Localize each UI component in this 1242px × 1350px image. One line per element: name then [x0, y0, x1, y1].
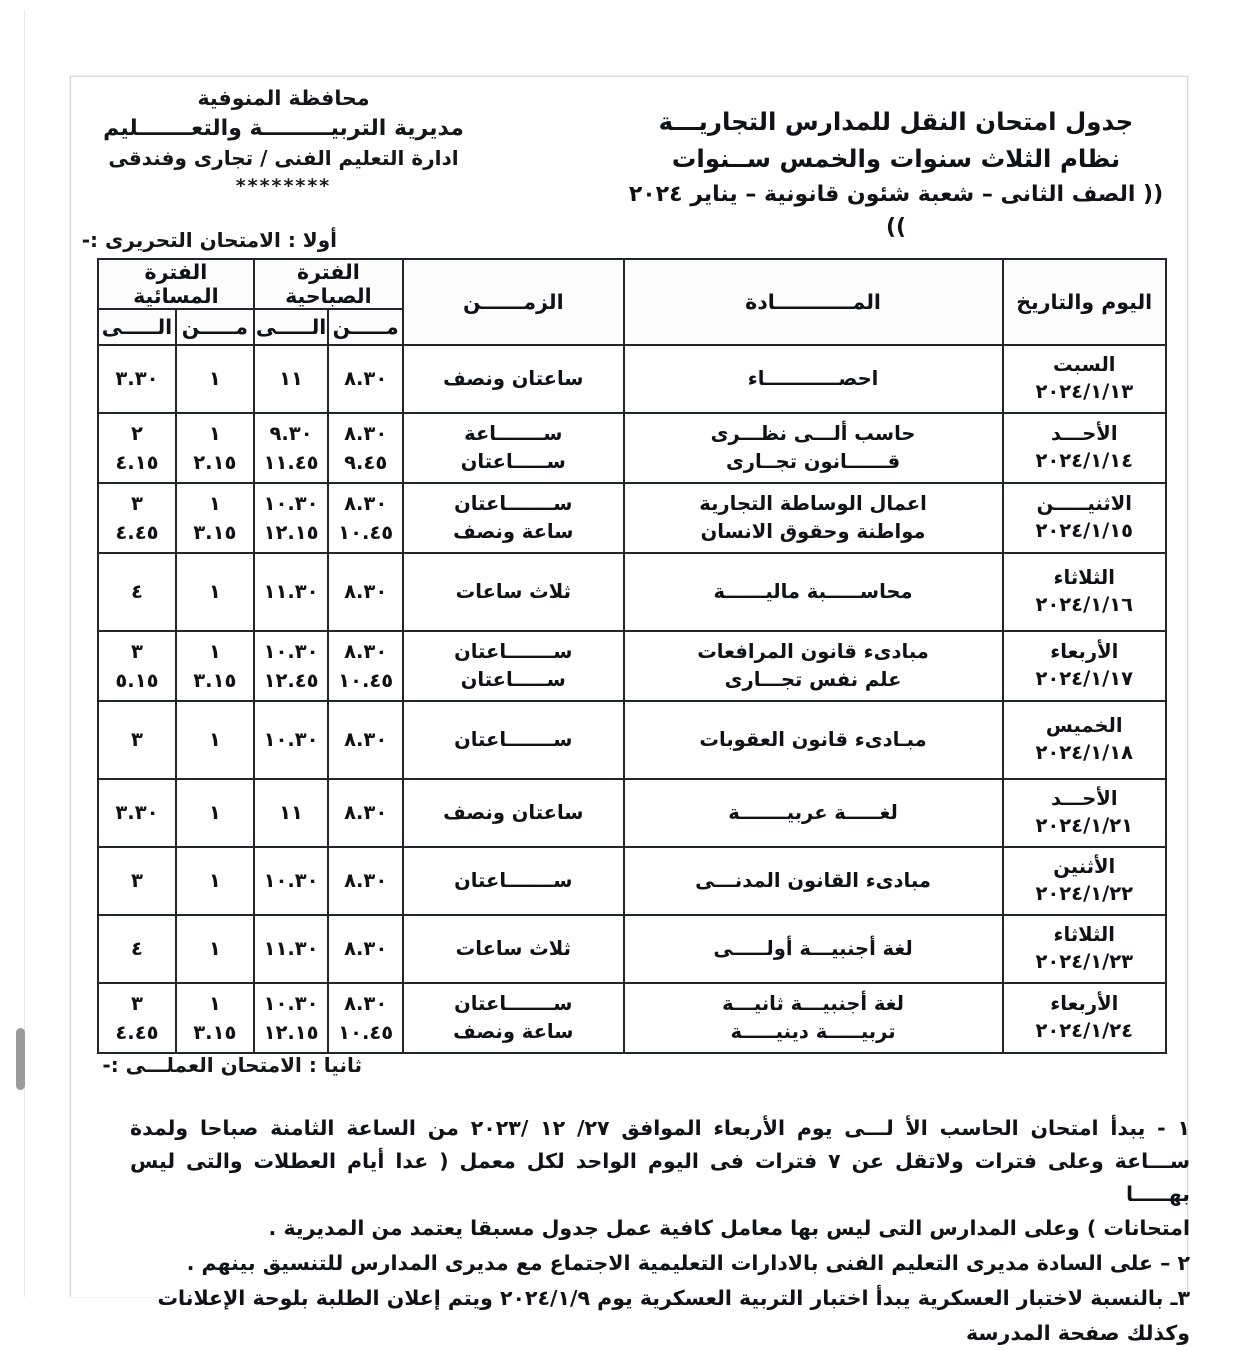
- note-item: [130, 1282, 1190, 1315]
- cell-evening-from-line: ١: [208, 491, 221, 515]
- cell-date: [1003, 701, 1167, 779]
- cell-morning-from: [328, 631, 403, 701]
- cell-morning-to: [254, 847, 329, 915]
- note-clipped-line: وكذلك صفحة المدرسة: [965, 1321, 1190, 1346]
- day-date: ٢٠٢٤/١/١٤: [1035, 449, 1134, 472]
- cell-morning-to-line: ١٠.٣٠: [263, 728, 319, 752]
- cell-evening-from: [176, 413, 254, 483]
- day-date: ٢٠٢٤/١/٢١: [1035, 814, 1134, 837]
- cell-morning-to-line: ١٠.٣٠: [263, 639, 319, 663]
- cell-morning-to-line: ١٢.١٥: [263, 1021, 319, 1044]
- cell-evening-from-line: ١: [208, 580, 221, 604]
- cell-morning-to: [254, 553, 329, 631]
- cell-duration-line: ثلاث ساعات: [455, 936, 571, 960]
- cell-evening-from-line: ١: [208, 869, 221, 893]
- cell-duration: [403, 701, 624, 779]
- note-line: ٢ – على السادة مديرى التعليم الفنى بالادارات التعليمية الاجتماع مع مديرى المدارس للتنسيق بينهم .: [186, 1250, 1190, 1275]
- note-clipped: [130, 1317, 1190, 1346]
- day-name: الخميس: [1045, 714, 1123, 738]
- cell-evening-to: [98, 345, 176, 413]
- cell-morning-from-line: ٩.٤٥: [344, 451, 388, 474]
- cell-evening-from: [176, 915, 254, 983]
- cell-duration-line: ساعتان ونصف: [443, 366, 584, 390]
- cell-subject: [624, 983, 1003, 1053]
- day-name: الثلاثاء: [1053, 923, 1115, 947]
- table-row: [98, 483, 1166, 553]
- cell-subject-line: احصـــــــــــاء: [747, 366, 879, 390]
- table-row: [98, 915, 1166, 983]
- cell-evening-to: [98, 631, 176, 701]
- cell-morning-from-line: ٨.٣٠: [344, 580, 388, 604]
- note-item: [130, 1112, 1190, 1245]
- cell-subject: [624, 701, 1003, 779]
- cell-morning-from: [328, 413, 403, 483]
- cell-morning-to-line: ١٢.١٥: [263, 521, 319, 544]
- scrollbar-thumb[interactable]: [16, 1028, 25, 1090]
- cell-duration: [403, 847, 624, 915]
- cell-evening-from-line: ١: [208, 367, 221, 391]
- cell-morning-from: [328, 915, 403, 983]
- cell-duration: [403, 413, 624, 483]
- cell-evening-from-line: ١: [208, 937, 221, 961]
- cell-morning-from: [328, 483, 403, 553]
- cell-date: [1003, 413, 1167, 483]
- note-item: [130, 1247, 1190, 1280]
- cell-evening-to-line: ٤.٤٥: [115, 521, 159, 544]
- note-line: ٣ـ بالنسبة لاختبار العسكرية يبدأ اختبار التربية العسكرية يوم ٢٠٢٤/١/٩ ويتم إعلان الطلبة بلوحة الإعلانات: [157, 1286, 1190, 1311]
- header-morning-to: الـــــى: [254, 309, 329, 345]
- cell-duration-line: ســـــــاعتان: [454, 727, 573, 751]
- notes-section: [130, 1112, 1191, 1346]
- cell-evening-from-line: ١: [208, 639, 221, 663]
- cell-evening-from: [176, 983, 254, 1053]
- note-line: امتحانات ) وعلى المدارس التى ليس بها معامل كافية عمل جدول مسبقا يعتمد من المديرية .: [268, 1215, 1190, 1240]
- table-row: [98, 553, 1166, 631]
- cell-morning-to-line: ١١.٣٠: [263, 580, 319, 604]
- cell-subject-line: حاسب ألـــى نظـــرى: [710, 421, 916, 445]
- header-evening-from: مـــــن: [176, 309, 254, 345]
- day-date: ٢٠٢٤/١/٢٢: [1035, 882, 1134, 905]
- cell-morning-from: [328, 983, 403, 1053]
- cell-evening-to-line: ٣: [131, 639, 143, 663]
- table-row: [98, 701, 1166, 779]
- cell-duration-line: ساعة ونصف: [453, 520, 574, 543]
- cell-subject: [624, 553, 1003, 631]
- cell-date: [1003, 847, 1167, 915]
- day-name: الأحـــد: [1050, 422, 1118, 446]
- cell-morning-to: [254, 631, 329, 701]
- cell-morning-to-line: ١٠.٣٠: [263, 991, 319, 1015]
- cell-morning-from-line: ٨.٣٠: [344, 421, 388, 445]
- cell-evening-from: [176, 553, 254, 631]
- cell-duration-line: ساعتان ونصف: [443, 800, 584, 824]
- cell-evening-from: [176, 847, 254, 915]
- cell-morning-to-line: ١٢.٤٥: [263, 669, 319, 692]
- cell-date: [1003, 631, 1167, 701]
- cell-evening-from: [176, 483, 254, 553]
- cell-morning-from-line: ٨.٣٠: [344, 728, 388, 752]
- day-date: ٢٠٢٤/١/٢٤: [1035, 1019, 1134, 1042]
- cell-evening-from-line: ٣.١٥: [193, 521, 237, 544]
- cell-subject-line: مواطنة وحقوق الانسان: [700, 520, 926, 543]
- cell-date: [1003, 483, 1167, 553]
- day-name: الأربعاء: [1050, 640, 1119, 664]
- exam-schedule-table-wrapper: [97, 258, 1167, 1054]
- cell-morning-from: [328, 847, 403, 915]
- header-morning-from: مـــــن: [328, 309, 403, 345]
- day-name: الأحـــد: [1050, 787, 1118, 811]
- separator-stars: ********: [235, 174, 332, 197]
- cell-evening-to-line: ٥.١٥: [115, 669, 159, 692]
- cell-evening-to-line: ٤.٤٥: [115, 1021, 159, 1044]
- cell-morning-from-line: ٨.٣٠: [344, 491, 388, 515]
- cell-evening-from-line: ٣.١٥: [193, 1021, 237, 1044]
- cell-morning-to-line: ١٠.٣٠: [263, 869, 319, 893]
- cell-subject-line: لغـــــة عربيـــــــة: [728, 800, 898, 824]
- organization-block: [86, 84, 481, 200]
- day-name: الأربعاء: [1050, 992, 1119, 1016]
- cell-subject: [624, 847, 1003, 915]
- table-header-row-group: [98, 259, 1166, 309]
- cell-morning-from-line: ٨.٣٠: [344, 639, 388, 663]
- cell-morning-from-line: ٨.٣٠: [344, 991, 388, 1015]
- cell-duration: [403, 779, 624, 847]
- cell-morning-from-line: ١٠.٤٥: [338, 521, 394, 544]
- cell-morning-to: [254, 983, 329, 1053]
- header-evening-to: الـــــى: [98, 309, 176, 345]
- cell-evening-from: [176, 779, 254, 847]
- cell-evening-to: [98, 701, 176, 779]
- title-line-3: (( الصف الثانى – شعبة شئون قانونية – يناير ٢٠٢٤ )): [628, 181, 1164, 240]
- title-line-2: نظام الثلاث سنوات والخمس ســنوات: [671, 143, 1121, 173]
- cell-morning-from-line: ٨.٣٠: [344, 869, 388, 893]
- cell-duration-line: ساعة ونصف: [453, 1020, 574, 1043]
- directorate-name: مديرية التربيـــــــــة والتعـــــــليم: [103, 116, 464, 142]
- cell-morning-to-line: ١١.٤٥: [263, 451, 319, 474]
- day-date: ٢٠٢٤/١/٢٣: [1035, 950, 1134, 973]
- day-date: ٢٠٢٤/١/١٣: [1035, 380, 1134, 403]
- cell-evening-from: [176, 345, 254, 413]
- cell-date: [1003, 553, 1167, 631]
- cell-duration-line: ســـــاعتان: [460, 668, 566, 691]
- table-row: [98, 847, 1166, 915]
- cell-morning-from-line: ٨.٣٠: [344, 367, 388, 391]
- day-name: الأثنين: [1053, 855, 1116, 879]
- cell-duration: [403, 631, 624, 701]
- cell-date: [1003, 345, 1167, 413]
- cell-evening-to: [98, 779, 176, 847]
- cell-evening-to: [98, 983, 176, 1053]
- cell-evening-from-line: ١: [208, 991, 221, 1015]
- cell-morning-to-line: ١١.٣٠: [263, 937, 319, 961]
- day-name: الاثنيـــــن: [1036, 492, 1132, 516]
- cell-morning-from-line: ١٠.٤٥: [338, 1021, 394, 1044]
- cell-morning-to-line: ١٠.٣٠: [263, 491, 319, 515]
- cell-subject: [624, 413, 1003, 483]
- cell-morning-to: [254, 345, 329, 413]
- cell-evening-to: [98, 553, 176, 631]
- cell-evening-to: [98, 847, 176, 915]
- cell-morning-to: [254, 779, 329, 847]
- cell-subject-line: مبـادىء قانون العقوبات: [699, 727, 927, 751]
- title-line-1: جدول امتحان النقل للمدارس التجاريـــة: [658, 107, 1134, 136]
- cell-date: [1003, 983, 1167, 1053]
- cell-subject: [624, 483, 1003, 553]
- cell-subject: [624, 779, 1003, 847]
- cell-date: [1003, 915, 1167, 983]
- cell-subject: [624, 345, 1003, 413]
- table-body: [98, 345, 1166, 1053]
- cell-morning-to-line: ٩.٣٠: [269, 421, 313, 445]
- cell-subject-line: مبادىء قانون المرافعات: [697, 639, 929, 663]
- cell-evening-to-line: ٤.١٥: [115, 451, 159, 474]
- cell-evening-to-line: ٤: [131, 937, 143, 961]
- header-date: اليوم والتاريخ: [1003, 259, 1167, 345]
- cell-evening-from-line: ١: [208, 728, 221, 752]
- table-row: [98, 345, 1166, 413]
- cell-evening-from: [176, 701, 254, 779]
- cell-duration-line: ســـــــاعة: [464, 421, 563, 445]
- cell-morning-from: [328, 553, 403, 631]
- cell-duration-line: ثلاث ساعات: [455, 579, 571, 603]
- table-row: [98, 631, 1166, 701]
- cell-duration-line: ســـــاعتان: [460, 450, 566, 473]
- note-line: ســـاعة وعلى فترات ولاتقل عن ٧ فترات فى اليوم الواحد لكل معمل ( عدا أيام العطلات والتى ليس بهـــــا: [130, 1149, 1190, 1207]
- cell-subject: [624, 915, 1003, 983]
- note-line: ١ - يبدأ امتحان الحاسب الأ لـــى يوم الأربعاء الموافق ٢٧/ ١٢ /٢٠٢٣ من الساعة الثامنة صباحا ولمدة: [130, 1116, 1191, 1140]
- cell-duration-line: ســـــــاعتان: [454, 868, 573, 892]
- header-morning-period: الفترة الصباحية: [254, 259, 403, 309]
- cell-evening-from-line: ١: [208, 801, 221, 825]
- day-date: ٢٠٢٤/١/١٧: [1035, 667, 1134, 690]
- cell-morning-to-line: ١١: [279, 801, 303, 825]
- exam-schedule-table: [97, 258, 1167, 1054]
- cell-evening-to-line: ٤: [131, 580, 143, 604]
- cell-evening-from-line: ١: [208, 421, 221, 445]
- day-date: ٢٠٢٤/١/١٨: [1035, 741, 1134, 764]
- document-header: [86, 84, 1176, 244]
- table-row: [98, 413, 1166, 483]
- cell-morning-to-line: ١١: [279, 367, 303, 391]
- cell-duration-line: ســـــــاعتان: [454, 639, 573, 663]
- cell-morning-to: [254, 483, 329, 553]
- cell-subject: [624, 631, 1003, 701]
- day-date: ٢٠٢٤/١/١٥: [1035, 519, 1134, 542]
- cell-morning-from-line: ١٠.٤٥: [338, 669, 394, 692]
- department-name: ادارة التعليم الفنى / تجارى وفندقى: [108, 146, 459, 171]
- cell-subject-line: اعمال الوساطة التجارية: [699, 491, 927, 515]
- cell-subject-line: محاســـــبة ماليــــــة: [713, 579, 913, 603]
- cell-morning-to: [254, 915, 329, 983]
- cell-morning-from: [328, 779, 403, 847]
- header-duration: الزمــــــن: [403, 259, 624, 345]
- header-subject: المـــــــــــادة: [624, 259, 1003, 345]
- table-row: [98, 779, 1166, 847]
- cell-duration: [403, 915, 624, 983]
- written-exam-label: أولا : الامتحان التحريرى :-: [81, 228, 337, 252]
- day-name: السبت: [1053, 353, 1116, 377]
- cell-morning-from-line: ٨.٣٠: [344, 937, 388, 961]
- cell-evening-to-line: ٢: [131, 421, 143, 445]
- page-title: [616, 104, 1176, 244]
- cell-subject-line: تربيـــــة دينيـــــة: [730, 1020, 896, 1043]
- cell-evening-to: [98, 483, 176, 553]
- cell-duration: [403, 345, 624, 413]
- day-date: ٢٠٢٤/١/١٦: [1035, 593, 1134, 616]
- cell-evening-from-line: ٢.١٥: [193, 451, 237, 474]
- table-row: [98, 983, 1166, 1053]
- cell-evening-from: [176, 631, 254, 701]
- governorate-name: محافظة المنوفية: [197, 86, 370, 110]
- cell-duration: [403, 483, 624, 553]
- cell-duration-line: ســـــــاعتان: [454, 491, 573, 515]
- cell-subject-line: قــــــانون تجــارى: [725, 450, 901, 473]
- cell-duration: [403, 553, 624, 631]
- cell-duration: [403, 983, 624, 1053]
- day-name: الثلاثاء: [1053, 566, 1115, 590]
- cell-evening-from-line: ٣.١٥: [193, 669, 237, 692]
- cell-evening-to-line: ٣: [131, 728, 143, 752]
- cell-subject-line: لغة أجنبيـــة ثانيـــة: [722, 991, 904, 1015]
- practical-exam-label: ثانيا : الامتحان العملـــى :-: [102, 1053, 362, 1077]
- cell-evening-to: [98, 413, 176, 483]
- cell-subject-line: مبادىء القانون المدنـــى: [695, 868, 931, 892]
- cell-date: [1003, 779, 1167, 847]
- cell-evening-to: [98, 915, 176, 983]
- cell-morning-to: [254, 701, 329, 779]
- cell-morning-from: [328, 701, 403, 779]
- cell-evening-to-line: ٣: [131, 869, 143, 893]
- table-head: [98, 259, 1166, 345]
- cell-evening-to-line: ٣: [131, 491, 143, 515]
- header-evening-period: الفترة المسائية: [98, 259, 254, 309]
- cell-evening-to-line: ٣.٣٠: [115, 367, 159, 391]
- cell-duration-line: ســـــــاعتان: [454, 991, 573, 1015]
- cell-subject-line: لغة أجنبيـــة أولـــــى: [713, 936, 913, 960]
- cell-evening-to-line: ٣: [131, 991, 143, 1015]
- page-edge: [24, 10, 25, 1297]
- cell-morning-to: [254, 413, 329, 483]
- cell-evening-to-line: ٣.٣٠: [115, 801, 159, 825]
- cell-morning-from-line: ٨.٣٠: [344, 801, 388, 825]
- cell-morning-from: [328, 345, 403, 413]
- cell-subject-line: علم نفس تجـــارى: [724, 668, 902, 691]
